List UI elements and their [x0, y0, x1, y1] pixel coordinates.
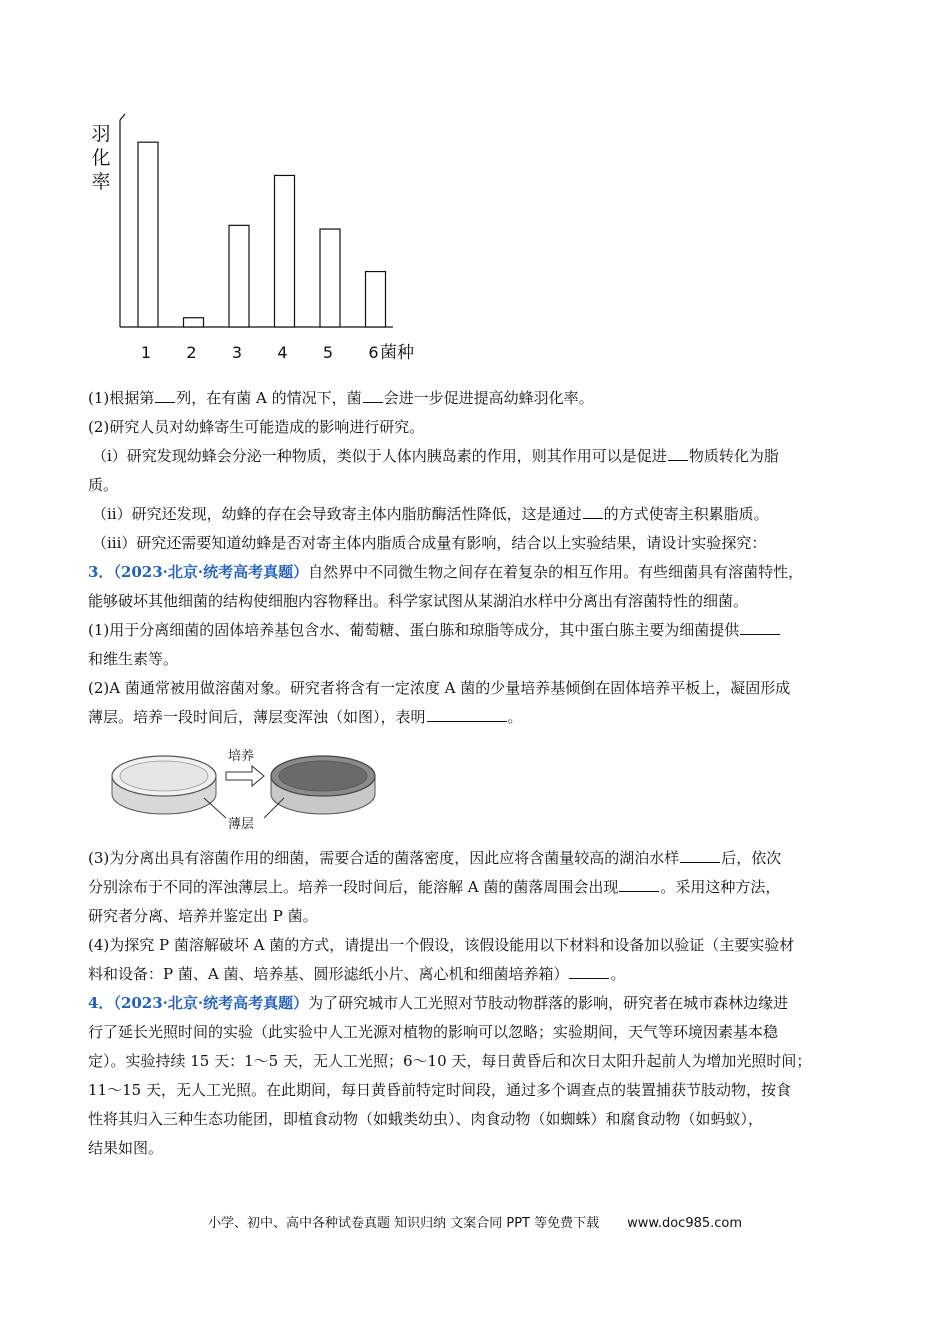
answer-blank[interactable] — [427, 706, 507, 722]
p3-q1-cont: 和维生素等。 — [88, 650, 179, 668]
culture-dish-figure — [88, 736, 888, 836]
bars-group — [138, 142, 386, 327]
petri-dish-illustration — [106, 736, 406, 836]
layer-label: 薄层 — [228, 817, 255, 832]
y-axis-tick — [120, 114, 125, 120]
answer-blank[interactable] — [740, 619, 780, 635]
bar-2 — [184, 318, 204, 327]
p3-q4-cont: 料和设备：P 菌、A 菌、培养基、圆形滤纸小片、离心机和细菌培养箱） 。 — [88, 965, 626, 983]
bar-3 — [229, 225, 249, 327]
y-axis-label-char: 羽 — [91, 123, 111, 145]
answer-blank[interactable] — [569, 963, 609, 979]
x-tick-2: 2 — [186, 343, 197, 362]
bar-5 — [320, 229, 340, 327]
answer-blank[interactable] — [619, 876, 659, 892]
p4-line3: 定）。实验持续 15 天：1～5 天，无人工光照；6～10 天，每日黄昏后和次日太阳升起前人为增加光照时间； — [88, 1052, 812, 1070]
p4-line4: 11～15 天，无人工光照。在此期间，每日黄昏前特定时间段，通过多个调查点的装置捕获节肢动物，按食 — [88, 1081, 791, 1099]
page-footer — [0, 1212, 950, 1231]
bar-4 — [275, 175, 295, 327]
y-axis-label — [91, 123, 110, 193]
p3-q2-cont: 薄层。培养一段时间后，薄层变浑浊（如图），表明 。 — [88, 708, 523, 726]
footer-site-link[interactable]: www.doc985.com — [627, 1216, 743, 1231]
p3-line2: 能够破坏其他细菌的结构使细胞内容物释出。科学家试图从某湖泊水样中分离出有溶菌特性的细菌。 — [88, 592, 749, 610]
question-content — [88, 384, 878, 1163]
y-axis-label-char: 化 — [91, 147, 111, 169]
answer-blank[interactable] — [668, 445, 688, 461]
bar-1 — [138, 142, 158, 327]
answer-blank[interactable] — [583, 503, 603, 519]
p3-q3-line: (3)为分离出具有溶菌作用的细菌，需要合适的菌落密度，因此应将含菌量较高的湖泊水样 后，依次 — [88, 849, 782, 867]
bar-6 — [366, 272, 386, 327]
x-tick-1: 1 — [140, 343, 152, 362]
x-tick-4: 4 — [277, 343, 288, 362]
left-dish-layer — [120, 761, 208, 791]
q2i-cont: 质。 — [88, 476, 119, 494]
p3-q3-cont: 分别涂布于不同的浑浊薄层上。培养一段时间后，能溶解 A 菌的菌落周围会出现 。采用这种方法， — [88, 878, 781, 896]
footer-text: 小学、初中、高中各种试卷真题 知识归纳 文案合同 PPT 等免费下载 — [207, 1216, 600, 1231]
layer-pointer-line — [204, 798, 226, 818]
p3-q2-line: (2)A 菌通常被用做溶菌对象。研究者将含有一定浓度 A 菌的少量培养基倾倒在固体培养平板上，凝固形成 — [88, 679, 791, 697]
q2-line: (2)研究人员对幼蜂寄生可能造成的影响进行研究。 — [88, 418, 425, 436]
right-dish-turbid-layer — [279, 761, 367, 791]
answer-blank[interactable] — [363, 387, 383, 403]
x-tick-3: 3 — [231, 343, 243, 362]
answer-blank[interactable] — [155, 387, 175, 403]
q1-line: (1)根据第 列，在有菌 A 的情况下，菌 会进一步促进提高幼蜂羽化率。 — [88, 389, 594, 407]
q2i-line: （i）研究发现幼蜂会分泌一种物质，类似于人体内胰岛素的作用，则其作用可以是促进 物质转化为脂 — [92, 447, 779, 465]
p3-q4-line: (4)为探究 P 菌溶解破坏 A 菌的方式，请提出一个假设，该假设能用以下材料和设备加以验证（主要实验材 — [88, 936, 795, 954]
x-tick-labels — [141, 343, 379, 362]
q2iii-line: （iii）研究还需要知道幼蜂是否对寄主体内脂质合成量有影响，结合以上实验结果，请设计实验探究： — [92, 534, 767, 552]
q2ii-line: （ii）研究还发现，幼蜂的存在会导致寄主体内脂肪酶活性降低，这是通过 的方式使寄主积累脂质。 — [92, 505, 769, 523]
p3-q1-line: (1)用于分离细菌的固体培养基包含水、葡萄糖、蛋白胨和琼脂等成分，其中蛋白胨主要为细菌提供 — [88, 616, 878, 645]
arrow-label: 培养 — [228, 749, 255, 764]
x-axis-label: 菌种 — [380, 343, 414, 363]
culture-arrow-icon — [226, 766, 264, 786]
p4-line1: 4．（2023·北京·统考高考真题）为了研究城市人工光照对节肢动物群落的影响，研究者在城市森林边缘进 — [88, 994, 789, 1012]
p3-line1: 3．（2023·北京·统考高考真题）自然界中不同微生物之间存在着复杂的相互作用。有些细菌具有溶菌特性， — [88, 563, 804, 581]
p4-line5: 性将其归入三种生态功能团，即植食动物（如蛾类幼虫）、肉食动物（如蜘蛛）和腐食动物（如蚂蚁）， — [88, 1110, 764, 1128]
x-tick-6: 6 — [368, 343, 379, 362]
x-tick-5: 5 — [322, 343, 334, 362]
p4-line2: 行了延长光照时间的实验（此实验中人工光源对植物的影响可以忽略；实验期间，天气等环境因素基本稳 — [88, 1023, 779, 1041]
y-axis-label-char: 率 — [91, 171, 111, 193]
p3-q3-cont2: 研究者分离、培养并鉴定出 P 菌。 — [88, 907, 318, 925]
emergence-rate-bar-chart — [85, 112, 425, 372]
p4-line6: 结果如图。 — [88, 1139, 164, 1157]
answer-blank[interactable] — [680, 847, 720, 863]
